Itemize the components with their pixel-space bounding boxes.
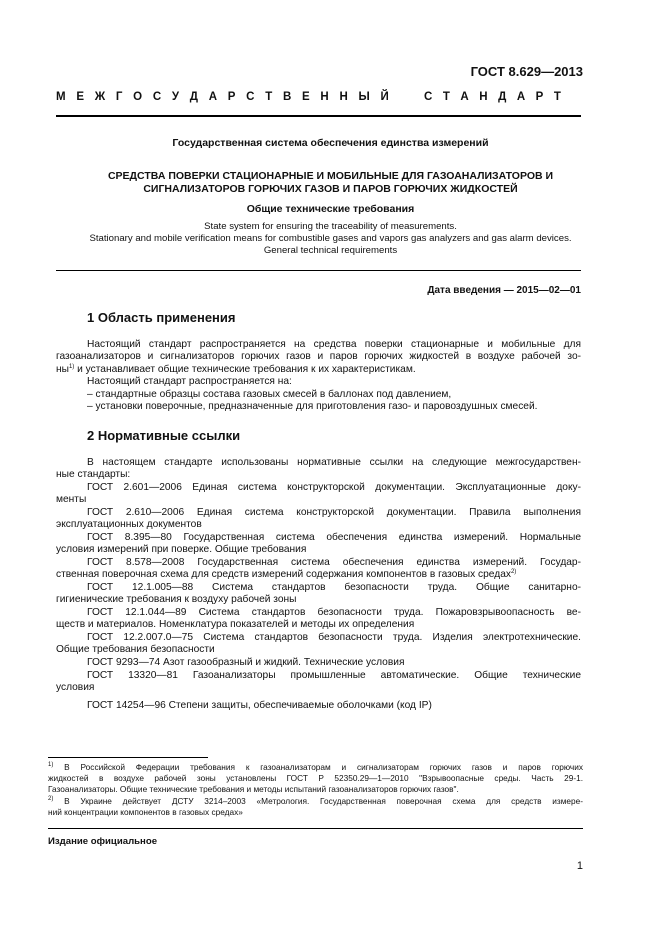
subtitle: Общие технические требования — [246, 203, 415, 215]
banner-word-interstate — [56, 91, 389, 103]
reference-5-line-1: ГОСТ 12.1.005—88 Система стандартов безопасности труда. Общие санитарно- — [87, 582, 581, 593]
banner-letter: Ж — [94, 91, 106, 103]
banner-letter: Ы — [358, 91, 370, 103]
banner-letter: А — [460, 91, 469, 103]
s2-intro-line-1: В настоящем стандарте использованы нормативные ссылки на следующие межгосударствен- — [87, 457, 581, 468]
reference-7-line-1: ГОСТ 12.2.007.0—75 Система стандартов безопасности труда. Изделия электротехнические. — [87, 632, 581, 643]
reference-8: ГОСТ 9293—74 Азот газообразный и жидкий. Технические условия — [87, 657, 405, 668]
s1-list-item-1: – стандартные образцы состава газовых смесей в баллонах под давлением, — [87, 389, 452, 400]
reference-2-line-1: ГОСТ 2.610—2006 Единая система конструкторской документации. Правила выполнения — [87, 507, 581, 518]
main-title-line-2: СИГНАЛИЗАТОРОВ ГОРЮЧИХ ГАЗОВ И ПАРОВ ГОРЮЧИХ ЖИДКОСТЕЙ — [143, 182, 518, 195]
s2-intro-line-2: ные стандарты: — [56, 469, 131, 480]
footnote-ref-2: 2) — [510, 569, 517, 575]
s1-list-item-2: – установки поверочные, предназначенные для приготовления газо- и паровоздушных смесей. — [87, 401, 538, 412]
footnote-1-mark: 1) — [48, 762, 54, 768]
s1-paragraph-1-line-2: газоанализаторов и сигнализаторов горючих газов и паров горючих жидкостей в воздухе рабочей зо- — [56, 351, 581, 362]
s1-paragraph-2: Настоящий стандарт распространяется на: — [87, 376, 292, 387]
reference-3-line-2: условия измерений при поверке. Общие требования — [56, 544, 307, 555]
section-1-heading: 1 Область применения — [87, 310, 236, 325]
banner-letter: Т — [553, 91, 561, 103]
page-number: 1 — [576, 860, 583, 872]
reference-3-line-1: ГОСТ 8.395—80 Государственная система обеспечения единства измерений. Нормальные — [87, 532, 581, 543]
banner-letter: Е — [302, 91, 310, 103]
footnote-separator — [48, 757, 208, 758]
document-code: ГОСТ 8.629—2013 — [470, 64, 583, 79]
banner-letter: Н — [479, 91, 488, 103]
footnote-1-line-1 — [48, 762, 583, 773]
footnote-1-line-3: Газоанализаторы. Общие технические требования и методы испытаний газоанализаторов горючих газов". — [48, 784, 459, 794]
banner-letter: У — [171, 91, 180, 103]
banner-letter: С — [152, 91, 162, 103]
banner-letter: А — [208, 91, 218, 103]
footnote-2-line-1 — [48, 796, 583, 807]
banner-letter: М — [56, 91, 66, 103]
banner-letter: Н — [320, 91, 329, 103]
reference-9-line-2: условия — [56, 682, 95, 693]
footnote-2-mark: 2) — [48, 796, 54, 802]
banner-letter: Г — [115, 91, 123, 103]
section-2-heading: 2 Нормативные ссылки — [87, 428, 241, 443]
reference-10: ГОСТ 14254—96 Степени защиты, обеспечиваемые оболочками (код IP) — [87, 700, 432, 711]
s1-paragraph-1-line-3 — [56, 364, 581, 376]
banner-letter: С — [246, 91, 255, 103]
edition-label: Издание официальное — [48, 836, 158, 847]
footnote-1-line-2: жидкостей в воздухе рабочей зоны установлены ГОСТ Р 52350.29—1—2010 "Взрывоопасные среды. Часть 29-1. — [48, 773, 583, 783]
reference-9-line-1: ГОСТ 13320—81 Газоанализаторы промышленные автоматические. Общие технические — [87, 670, 581, 681]
banner-letter: Р — [227, 91, 236, 103]
footnote-1-text: В Российской Федерации требования к газоанализаторам и сигнализаторам горючих газов и паров горючих — [53, 762, 583, 772]
banner-letter: А — [516, 91, 526, 103]
reference-4-line-2 — [56, 569, 581, 581]
banner-letter: Е — [76, 91, 84, 103]
system-title: Государственная система обеспечения единства измерений — [172, 137, 489, 149]
english-title — [40, 221, 621, 257]
english-title-line-2: Stationary and mobile verification means for combustible gases and vapors gas analyzers and gas alarm devices. — [89, 233, 572, 244]
footnote-ref-1: 1) — [68, 364, 75, 370]
reference-7-line-2: Общие требования безопасности — [56, 644, 215, 655]
introduction-date: Дата введения — 2015—02—01 — [427, 285, 581, 296]
standard-banner — [56, 91, 561, 103]
reference-1-line-1: ГОСТ 2.601—2006 Единая система конструкторской документации. Эксплуатационные доку- — [87, 482, 581, 493]
english-title-line-1: State system for ensuring the traceability of measurements. — [204, 221, 457, 232]
banner-letter: С — [424, 91, 433, 103]
english-title-line-3: General technical requirements — [263, 245, 398, 256]
reference-6-line-1: ГОСТ 12.1.044—89 Система стандартов безопасности труда. Пожаровзрывоопасность ве- — [87, 607, 581, 618]
banner-letter: Й — [380, 91, 389, 103]
reference-4-line-1: ГОСТ 8.578—2008 Государственная система обеспечения единства измерений. Государ- — [87, 557, 581, 568]
banner-letter: Н — [339, 91, 348, 103]
banner-letter: Р — [535, 91, 544, 103]
reference-6-line-2: ществ и материалов. Номенклатура показателей и методы их определения — [56, 619, 415, 630]
header-rule — [56, 115, 581, 117]
banner-letter: В — [282, 91, 292, 103]
reference-4-text: ственная поверочная схема для средств измерений содержания компонентов в газовых средах — [56, 569, 511, 580]
banner-word-standard — [424, 91, 561, 103]
s1-text: и устанавливает общие технические требования к их характеристикам. — [74, 364, 416, 375]
title-rule — [56, 270, 581, 271]
reference-1-line-2: менты — [56, 494, 87, 505]
banner-letter: Д — [498, 91, 507, 103]
footer-rule — [48, 828, 583, 829]
reference-5-line-2: гигиенические требования к воздуху рабочей зоны — [56, 594, 297, 605]
reference-2-line-2: эксплуатационных документов — [56, 519, 202, 530]
main-title — [40, 170, 621, 195]
banner-letter: Т — [265, 91, 273, 103]
s1-text: ны — [56, 364, 69, 375]
footnote-2-line-2: ний концентрации компонентов в газовых средах» — [48, 807, 243, 817]
banner-letter: Д — [189, 91, 198, 103]
banner-letter: О — [133, 91, 143, 103]
main-title-line-1: СРЕДСТВА ПОВЕРКИ СТАЦИОНАРНЫЕ И МОБИЛЬНЫЕ ДЛЯ ГАЗОАНАЛИЗАТОРОВ И — [107, 170, 554, 182]
banner-letter: Т — [442, 91, 450, 103]
footnote-2-text: В Украине действует ДСТУ 3214–2003 «Метрология. Государственная поверочная схема для средств измере- — [53, 796, 583, 806]
s1-paragraph-1-line-1: Настоящий стандарт распространяется на средства поверки стационарные и мобильные для — [87, 339, 581, 350]
